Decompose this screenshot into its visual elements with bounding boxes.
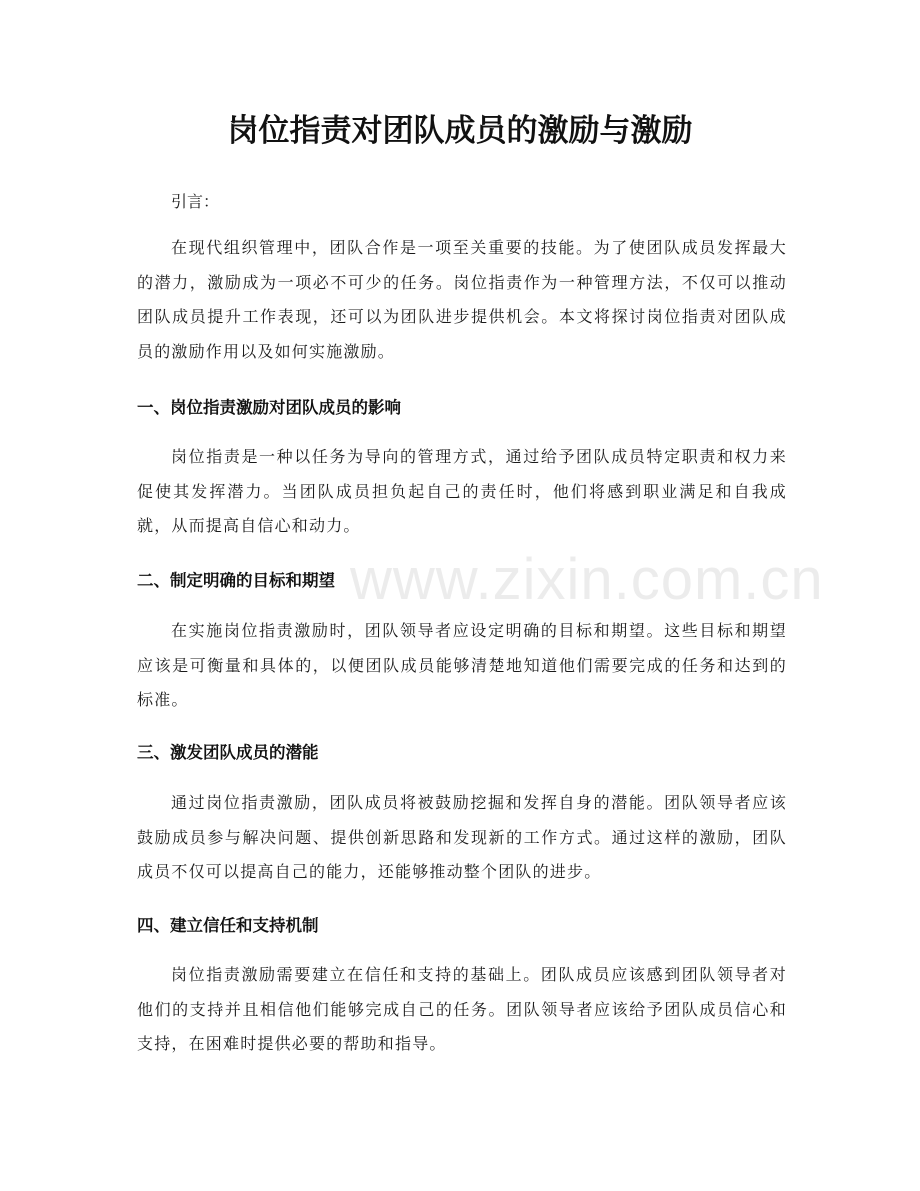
intro-paragraph: 在现代组织管理中，团队合作是一项至关重要的技能。为了使团队成员发挥最大的潜力，激励成为一项必不可少的任务。岗位指责作为一种管理方法，不仅可以推动团队成员提升工作表现，还可以为团队进步提供机会。本文将探讨岗位指责对团队成员的激励作用以及如何实施激励。: [137, 238, 787, 362]
intro-label: 引言：: [171, 192, 220, 211]
section-paragraph-3: 通过岗位指责激励，团队成员将被鼓励挖掘和发挥自身的潜能。团队领导者应该鼓励成员参与解决问题、提供创新思路和发现新的工作方式。通过这样的激励，团队成员不仅可以提高自己的能力，还能够推动整个团队的进步。: [137, 793, 787, 882]
section-heading-4: 四、建立信任和支持机制: [137, 916, 319, 935]
section-heading-2: 二、制定明确的目标和期望: [137, 571, 335, 590]
section-paragraph-1: 岗位指责是一种以任务为导向的管理方式，通过给予团队成员特定职责和权力来促使其发挥潜力。当团队成员担负起自己的责任时，他们将感到职业满足和自我成就，从而提高自信心和动力。: [137, 447, 787, 536]
section-paragraph-2: 在实施岗位指责激励时，团队领导者应设定明确的目标和期望。这些目标和期望应该是可衡量和具体的，以便团队成员能够清楚地知道他们需要完成的任务和达到的标准。: [137, 621, 787, 710]
section-paragraph-4: 岗位指责激励需要建立在信任和支持的基础上。团队成员应该感到团队领导者对他们的支持并且相信他们能够完成自己的任务。团队领导者应该给予团队成员信心和支持，在困难时提供必要的帮助和指导。: [137, 965, 787, 1054]
document-title: 岗位指责对团队成员的激励与激励: [227, 113, 693, 149]
watermark-text: www.zixin.com.cn: [350, 547, 824, 612]
section-heading-1: 一、岗位指责激励对团队成员的影响: [137, 398, 401, 417]
section-heading-3: 三、激发团队成员的潜能: [137, 743, 319, 762]
